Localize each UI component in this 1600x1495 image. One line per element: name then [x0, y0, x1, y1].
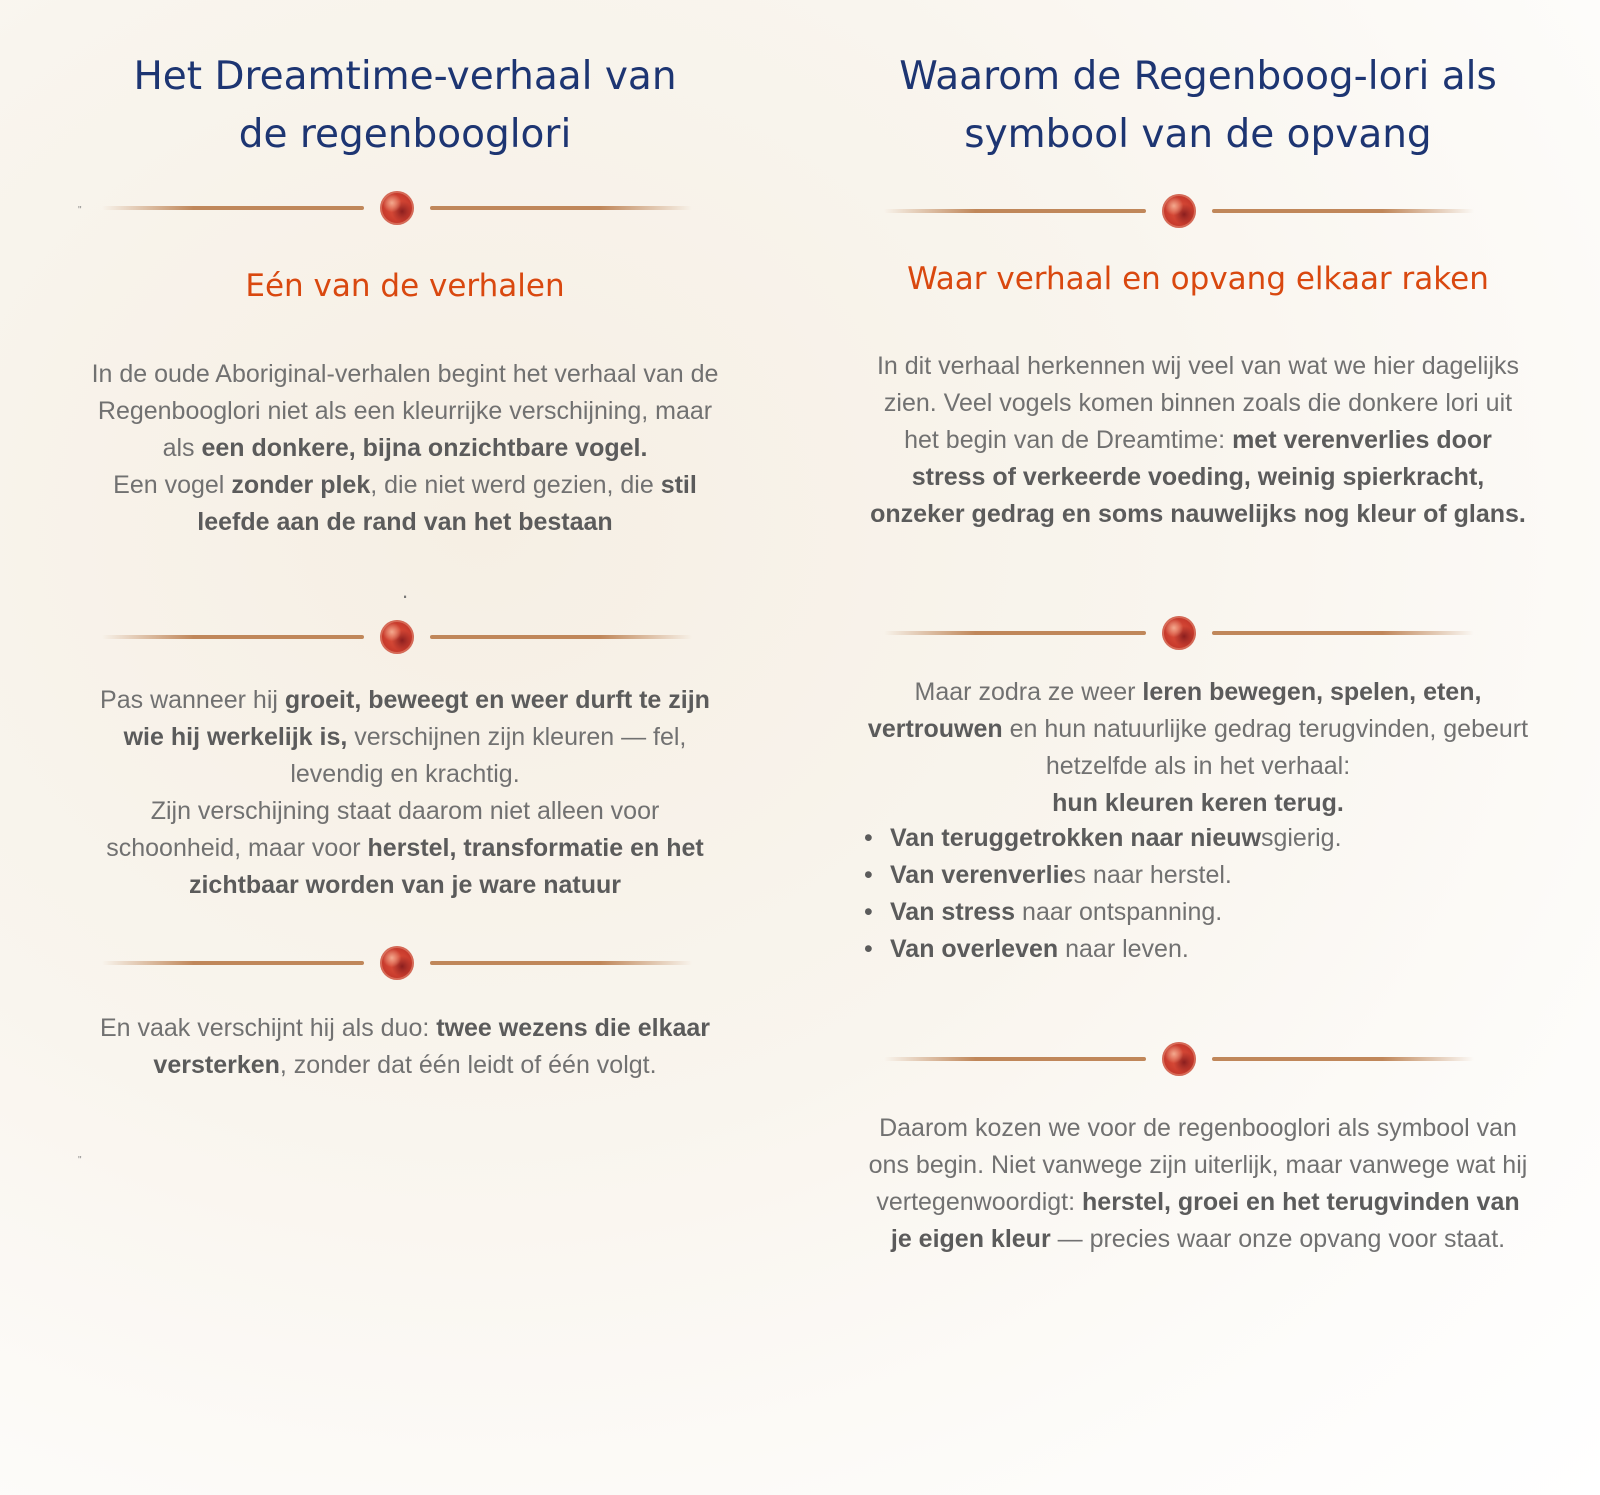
right-paragraph-3: Daarom kozen we voor de regenbooglori als symbool van ons begin. Niet vanwege zijn uiterlijk, maar vanwege wat hij vertegenwoordigt: herstel, groei en het terugvinden van je eigen kleur — precies waar onze opvang voor staat.	[868, 1114, 1528, 1253]
transformation-list	[862, 820, 1342, 968]
right-title: Waarom de Regenboog-lori als symbool van de opvang	[899, 54, 1497, 157]
divider-line	[1212, 631, 1474, 635]
divider-line	[102, 961, 364, 965]
left-paragraph-2: Pas wanneer hij groeit, beweegt en weer durft te zijn wie hij werkelijk is, verschijnen zijn kleuren — fel, levendig en krachtig. Zijn verschijning staat daarom niet alleen voor schoonheid, maar voor herstel, transformatie en het zichtbaar worden van je ware natuur	[100, 686, 710, 899]
divider-line	[430, 206, 692, 210]
divider-line	[1212, 209, 1474, 213]
ornament-gem-icon	[1162, 1042, 1196, 1076]
divider-line	[884, 1057, 1146, 1061]
divider-line	[1212, 1057, 1474, 1061]
ornament-gem-icon	[1162, 194, 1196, 228]
right-subtitle: Waar verhaal en opvang elkaar raken	[907, 261, 1489, 297]
ornament-gem-icon	[380, 620, 414, 654]
right-paragraph-2: Maar zodra ze weer leren bewegen, spelen, eten, vertrouwen en hun natuurlijke gedrag terugvinden, gebeurt hetzelfde als in het verhaal: hun kleuren keren terug.	[867, 678, 1529, 817]
divider-ornament	[102, 619, 692, 655]
divider-ornament	[102, 190, 692, 226]
list-item: • Van overleven naar leven.	[884, 931, 1342, 968]
divider-line	[884, 631, 1146, 635]
left-paragraph-1: In de oude Aboriginal-verhalen begint het verhaal van de Regenbooglori niet als een kleurrijke verschijning, maar als een donkere, bijna onzichtbare vogel. Een vogel zonder plek, die niet werd gezien, die stil leefde aan de rand van het bestaan	[91, 360, 719, 536]
ornament-gem-icon	[380, 946, 414, 980]
divider-line	[102, 206, 364, 210]
divider-line	[430, 961, 692, 965]
ornament-gem-icon	[1162, 616, 1196, 650]
divider-line	[884, 209, 1146, 213]
ornament-gem-icon	[380, 191, 414, 225]
quote-mark-open: "	[78, 205, 82, 216]
paragraph-dot: .	[401, 578, 409, 603]
divider-line	[430, 635, 692, 639]
quote-mark-close: "	[78, 1155, 82, 1166]
divider-ornament	[102, 945, 692, 981]
divider-ornament	[884, 193, 1474, 229]
left-paragraph-3: En vaak verschijnt hij als duo: twee wezens die elkaar versterken, zonder dat één leidt of één volgt.	[99, 1014, 711, 1079]
divider-ornament	[884, 615, 1474, 651]
left-subtitle: Eén van de verhalen	[245, 268, 565, 304]
list-item: • Van stress naar ontspanning.	[884, 894, 1342, 931]
right-paragraph-1: In dit verhaal herkennen wij veel van wat we hier dagelijks zien. Veel vogels komen binnen zoals die donkere lori uit het begin van de Dreamtime: met verenverlies door stress of verkeerde voeding, weinig spierkracht, onzeker gedrag en soms nauwelijks nog kleur of glans.	[870, 352, 1526, 528]
left-title: Het Dreamtime-verhaal van de regenbooglori	[133, 54, 677, 157]
list-item: • Van verenverlies naar herstel.	[884, 857, 1342, 894]
divider-line	[102, 635, 364, 639]
list-item: • Van teruggetrokken naar nieuwsgierig.	[884, 820, 1342, 857]
divider-ornament	[884, 1041, 1474, 1077]
